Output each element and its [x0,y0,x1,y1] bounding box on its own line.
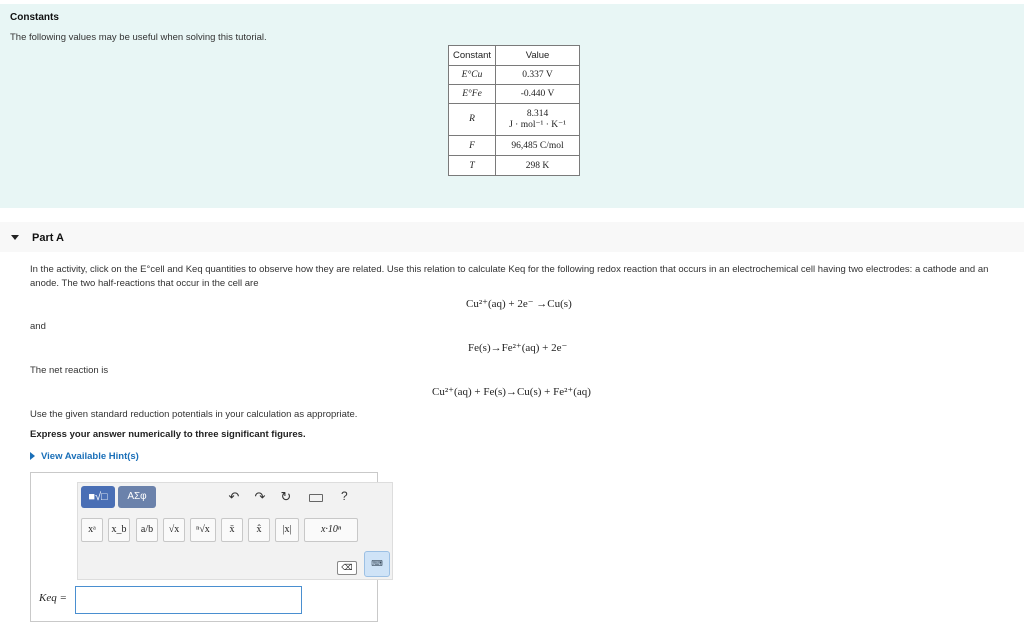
constant-symbol: T [449,156,496,176]
constants-intro: The following values may be useful when solving this tutorial. [10,32,267,43]
and-label: and [30,321,46,332]
constant-value [496,104,580,136]
table-header-constant: Constant [449,46,496,66]
scientific-notation-button[interactable]: x·10ⁿ [304,518,358,542]
constant-symbol: E°Cu [449,66,496,85]
net-reaction-label: The net reaction is [30,365,109,376]
keyboard-toggle-icon[interactable]: ⌨ [364,551,390,577]
table-row [449,136,580,156]
table-header-value: Value [496,46,580,66]
view-hints-link[interactable] [30,451,139,462]
caret-down-icon[interactable] [11,235,19,240]
table-row [449,156,580,176]
vector-bar-button[interactable]: x̄ [221,518,243,542]
reset-icon[interactable]: ↻ [280,489,292,504]
constants-title: Constants [10,12,59,23]
constant-symbol: R [449,104,496,136]
answer-box [30,472,383,622]
greek-symbols-button[interactable]: ΑΣφ [118,486,156,508]
sqrt-button[interactable]: √x [163,518,185,542]
constant-symbol: E°Fe [449,85,496,104]
help-button[interactable]: ? [341,489,348,503]
hat-button[interactable]: x̂ [248,518,270,542]
constant-value: 298 K [496,156,580,176]
abs-value-button[interactable]: |x| [275,518,299,542]
constants-table [448,45,580,176]
table-row [449,66,580,85]
nth-root-button[interactable]: ⁿ√x [190,518,216,542]
part-a-label[interactable]: Part A [32,232,64,244]
subscript-button[interactable]: x_b [108,518,130,542]
constant-value-line2: J · mol⁻¹ · K⁻¹ [509,119,566,130]
undo-icon[interactable]: ↶ [228,489,240,504]
sig-fig-instruction: Express your answer numerically to three significant figures. [30,429,306,440]
keyboard-icon[interactable] [309,494,323,502]
half-reaction-1: Cu²⁺(aq) + 2e⁻ →Cu(s) [466,298,572,310]
net-reaction: Cu²⁺(aq) + Fe(s)→Cu(s) + Fe²⁺(aq) [432,386,591,398]
half-reaction-2: Fe(s)→Fe²⁺(aq) + 2e⁻ [468,342,568,354]
keq-label: Keq = [39,592,67,604]
math-toolbar [77,482,393,580]
redo-icon[interactable]: ↷ [254,489,266,504]
templates-button[interactable]: ■√□ [81,486,115,508]
constant-value: -0.440 V [496,85,580,104]
view-hints-label: View Available Hint(s) [41,451,139,462]
table-row [449,104,580,136]
keq-answer-input[interactable] [75,586,302,614]
superscript-button[interactable]: xᵃ [81,518,103,542]
constant-value-line1: 8.314 [526,108,549,119]
instruction-text: Use the given standard reduction potentials in your calculation as appropriate. [30,409,358,420]
part-a-header[interactable] [0,222,1024,252]
fraction-button[interactable]: a/b [136,518,158,542]
constant-symbol: F [449,136,496,156]
backspace-icon[interactable]: ⌫ [337,561,357,575]
constant-value: 0.337 V [496,66,580,85]
question-paragraph: In the activity, click on the E°cell and Keq quantities to observe how they are related. Use this relation to calculate Keq for the following redox reaction that occurs in an electrochemical cell having two electrodes: a cathode and an anode. The two half-reactions that occur in the cell are [30,264,989,289]
constant-value: 96,485 C/mol [496,136,580,156]
table-row [449,85,580,104]
caret-right-icon [30,452,35,460]
